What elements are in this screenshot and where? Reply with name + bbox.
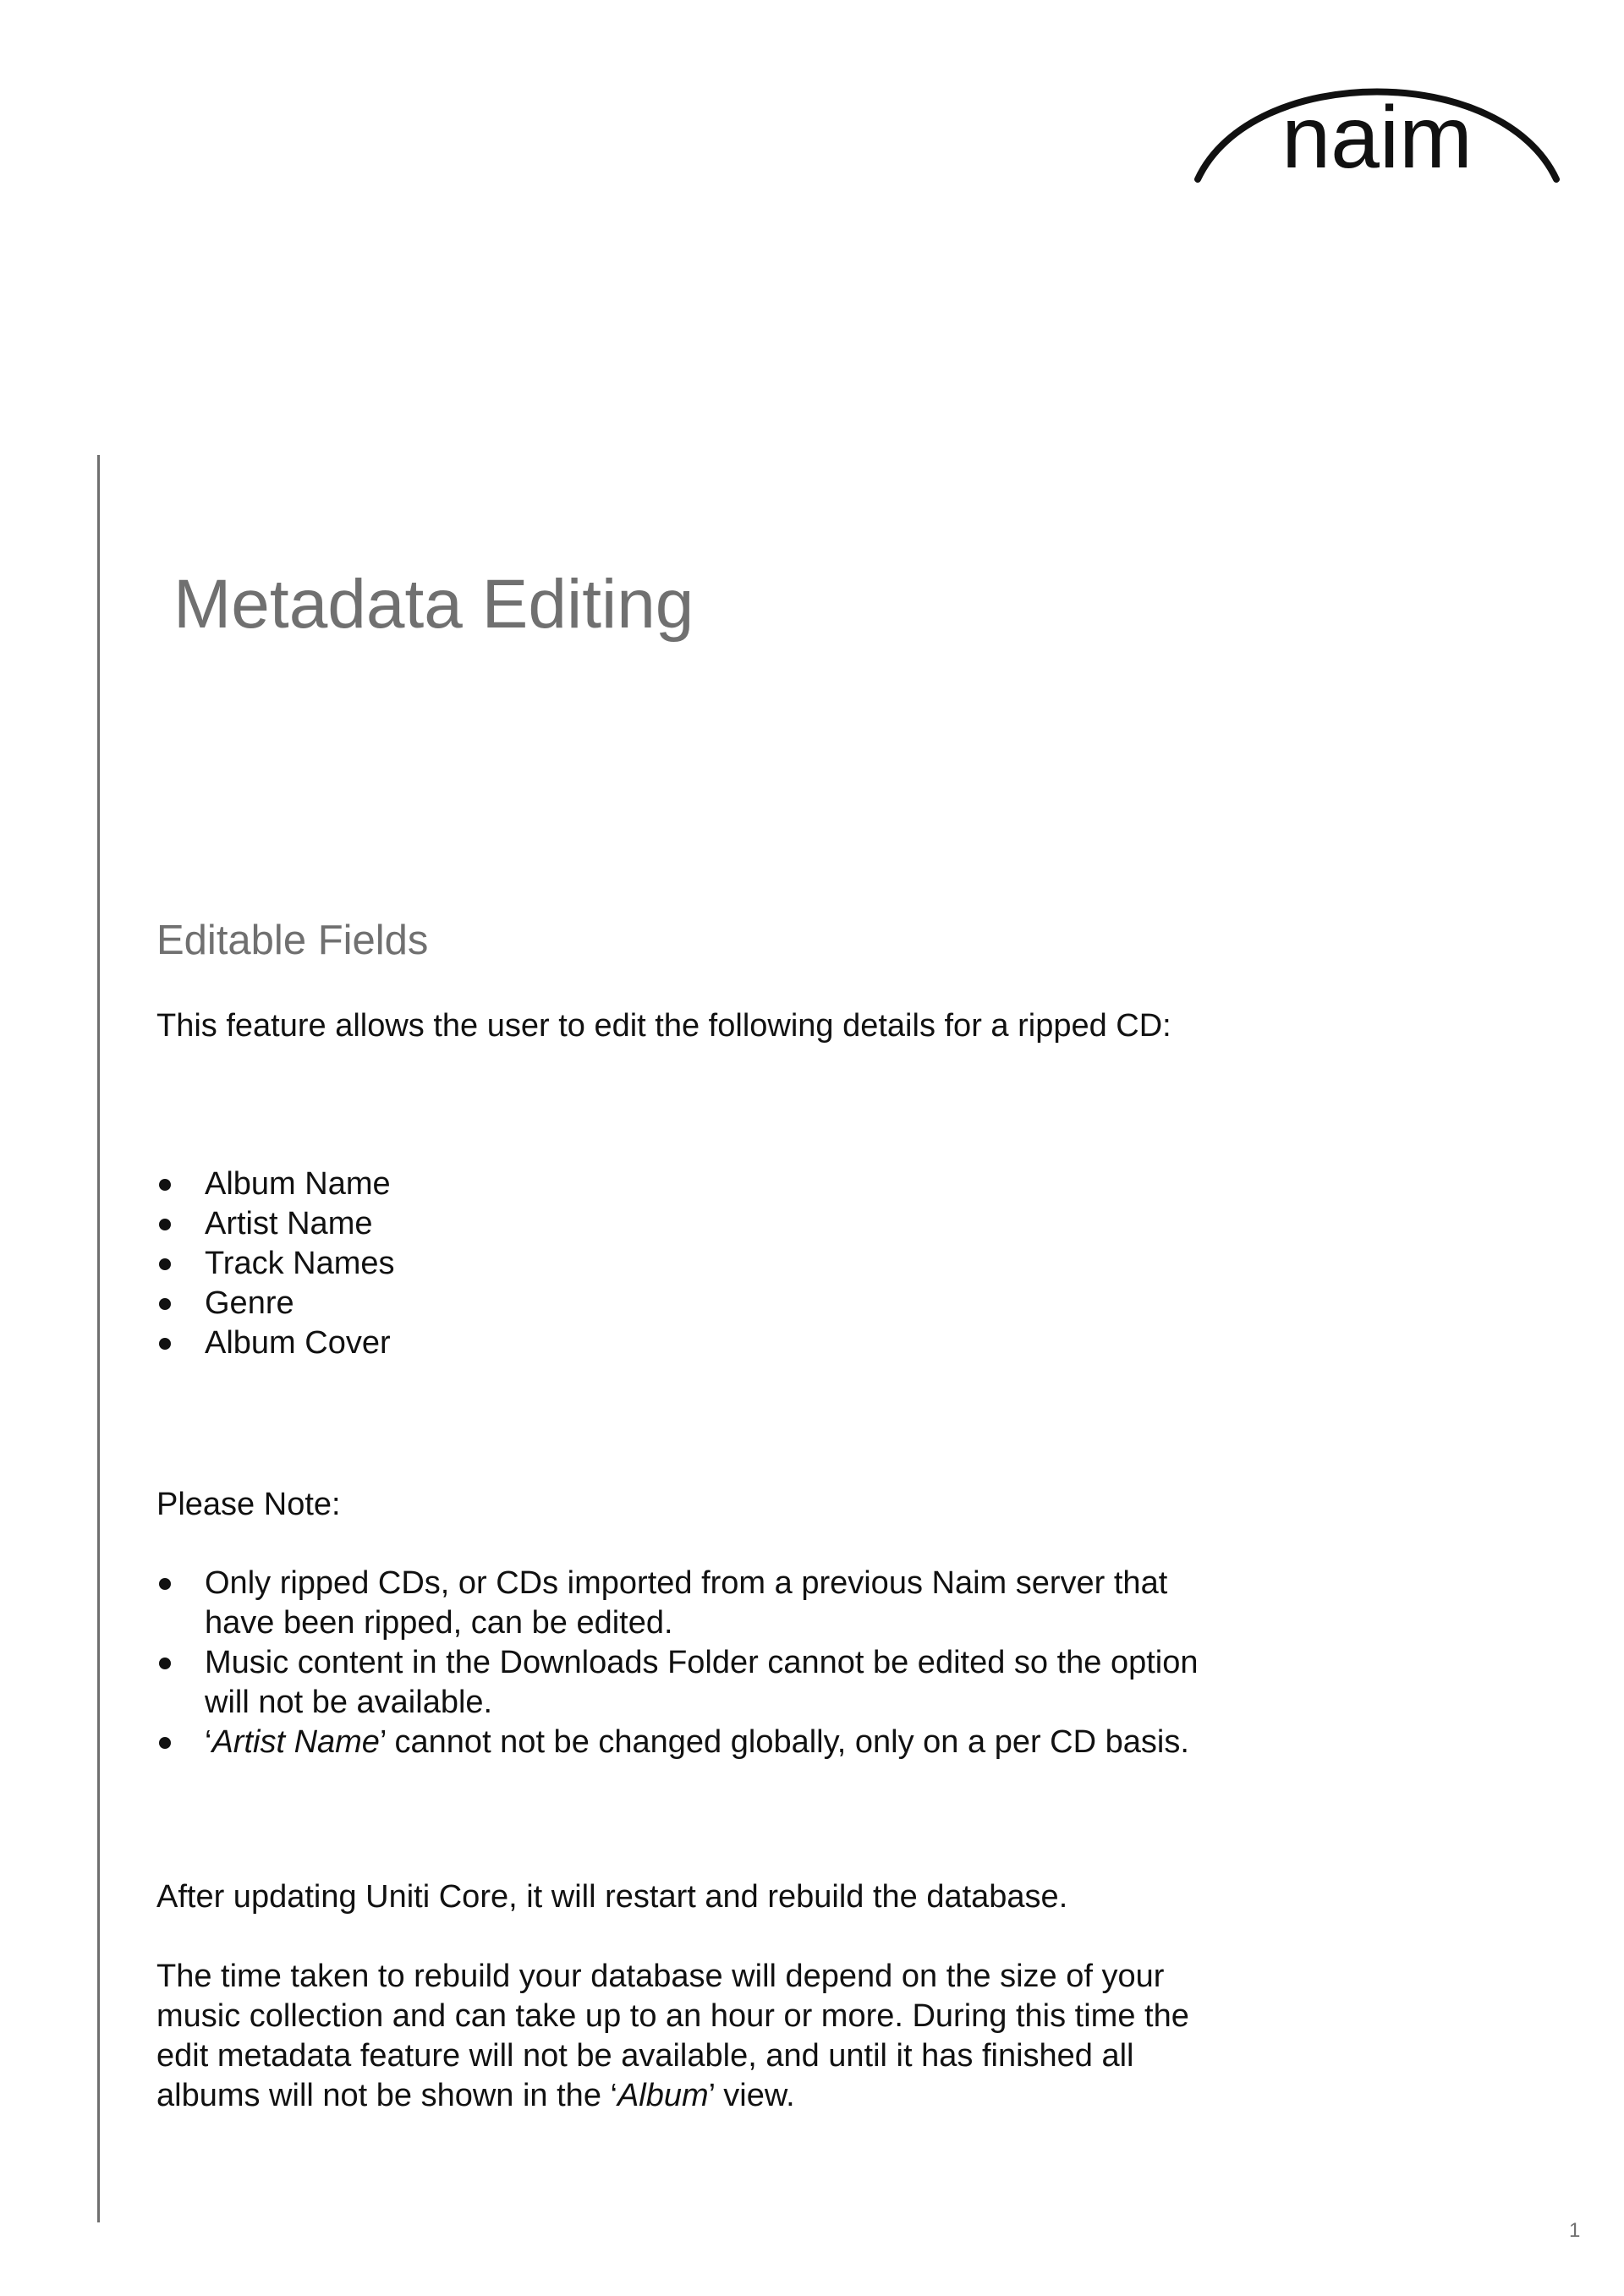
rebuild-text: The time taken to rebuild your database will depend on the size of your music collection and can take up to an hour or more. During this time the edit metadata feature will not be available, and until it has finished all albums will not be shown in the ‘ (156, 1959, 1189, 2113)
margin-rule (97, 455, 100, 2222)
note-emphasis: Artist Name (211, 1724, 380, 1760)
list-item (156, 1564, 1222, 1643)
please-note-label: Please Note: (156, 1487, 341, 1522)
list-item (156, 1164, 1222, 1204)
list-item-label: Album Cover (205, 1325, 391, 1361)
notes-list (156, 1564, 1222, 1762)
list-item-label: Genre (205, 1285, 294, 1321)
list-item-label: Artist Name (205, 1206, 373, 1241)
note-quote-open: ‘ (205, 1724, 212, 1760)
bullet-icon (159, 1219, 171, 1230)
after-update-paragraph: After updating Uniti Core, it will restart and rebuild the database. (156, 1879, 1068, 1915)
note-text: Music content in the Downloads Folder cannot be edited so the option will not be available. (205, 1645, 1199, 1720)
rebuild-paragraph (156, 1957, 1222, 2116)
list-item (156, 1284, 1222, 1323)
rebuild-emphasis: Album (617, 2078, 709, 2113)
bullet-icon (159, 1258, 171, 1270)
bullet-icon (159, 1298, 171, 1310)
note-text: ’ cannot not be changed globally, only on a per CD basis. (379, 1724, 1189, 1760)
rebuild-text-end: ’ view. (708, 2078, 795, 2113)
section-heading-editable-fields: Editable Fields (156, 918, 429, 963)
list-item-label: Album Name (205, 1166, 391, 1202)
bullet-icon (159, 1338, 171, 1350)
list-item-label: Track Names (205, 1246, 395, 1281)
list-item (156, 1643, 1222, 1723)
bullet-icon (159, 1737, 171, 1749)
bullet-icon (159, 1179, 171, 1191)
list-item (156, 1723, 1222, 1762)
list-item (156, 1323, 1222, 1363)
list-item (156, 1204, 1222, 1244)
page-title: Metadata Editing (173, 566, 694, 643)
bullet-icon (159, 1658, 171, 1669)
naim-logo (1193, 66, 1561, 183)
naim-arc-logo-icon (1193, 66, 1561, 183)
note-text: Only ripped CDs, or CDs imported from a previous Naim server that have been ripped, can be edited. (205, 1565, 1168, 1641)
editable-fields-list (156, 1164, 1222, 1363)
page-number: 1 (1569, 2219, 1581, 2242)
list-item (156, 1244, 1222, 1284)
bullet-icon (159, 1578, 171, 1590)
logo-wordmark: naim (1281, 89, 1473, 183)
intro-paragraph: This feature allows the user to edit the following details for a ripped CD: (156, 1008, 1171, 1044)
